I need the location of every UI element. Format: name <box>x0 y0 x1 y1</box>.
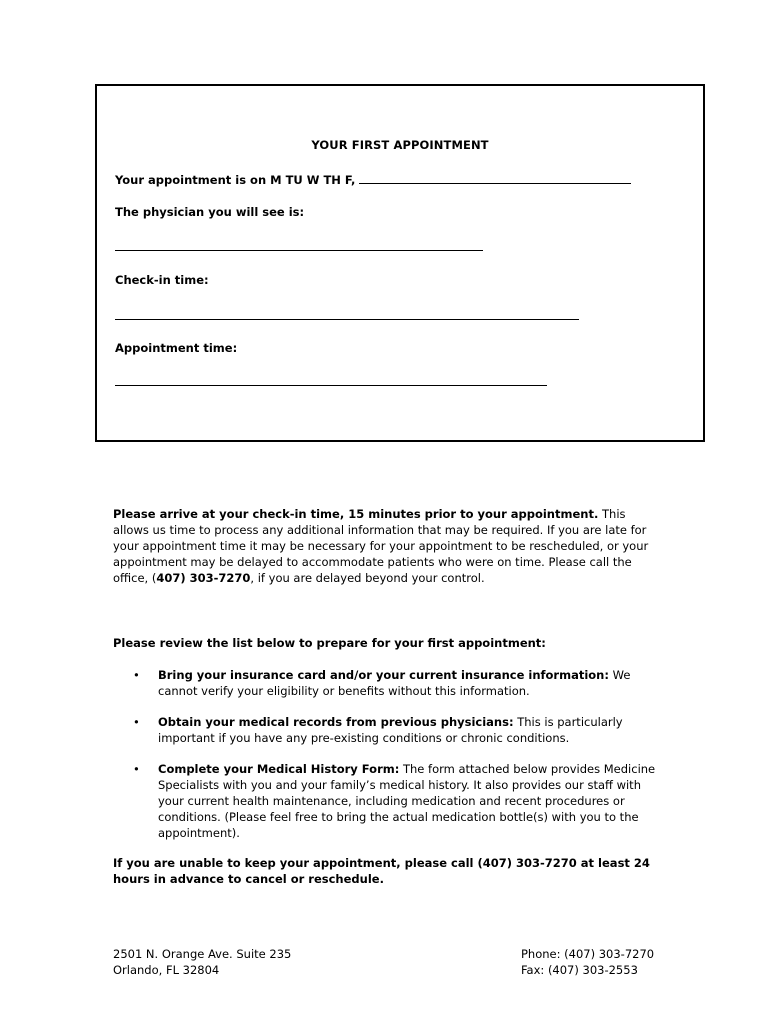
list-item-text: This is particularly important if you have any pre-existing conditions or chronic conditions. <box>158 715 623 745</box>
list-item <box>113 714 658 746</box>
list-item-bold: Obtain your medical records from previous physicians: <box>158 715 514 729</box>
review-heading: Please review the list below to prepare for your first appointment: <box>113 636 546 650</box>
checkin-label: Check-in time: <box>115 273 209 287</box>
list-item-text: The form attached below provides Medicine Specialists with you and your family’s medical history. It also provides our staff with your current health maintenance, including medication and recent procedures or conditions. (Please feel free to bring the actual medication bottle(s) with you to the appointment). <box>158 762 656 840</box>
address-line-1: 2501 N. Orange Ave. Suite 235 <box>113 947 292 961</box>
list-item-bold: Complete your Medical History Form: <box>158 762 400 776</box>
list-item-bold: Bring your insurance card and/or your current insurance information: <box>158 668 609 682</box>
arrival-text: This allows us time to process any additional information that may be required. If you are late for your appointment time it may be necessary for your appointment to be rescheduled, or your appointment may be delayed to accommodate patients who were on time. Please call the office, ( <box>113 507 649 585</box>
arrival-bold-text: Please arrive at your check-in time, 15 minutes prior to your appointment. <box>113 507 599 521</box>
address-line-2: Orlando, FL 32804 <box>113 963 220 977</box>
footer-phone: Phone: (407) 303-7270 <box>521 947 655 961</box>
bullet-icon: • <box>133 668 140 682</box>
list-item-text: We cannot verify your eligibility or benefits without this information. <box>158 668 631 698</box>
appointment-box <box>95 84 705 442</box>
arrival-text-end: , if you are delayed beyond your control. <box>250 571 485 585</box>
cancellation-notice: If you are unable to keep your appointment, please call (407) 303-7270 at least 24 hours in advance to cancel or reschedule. <box>113 856 650 886</box>
footer-contact <box>521 946 654 978</box>
appointment-day-label: Your appointment is on M TU W TH F, <box>115 173 356 187</box>
appointment-day-row <box>115 171 631 187</box>
office-phone: 407) 303-7270 <box>156 571 251 585</box>
appointment-time-blank[interactable] <box>115 385 547 386</box>
physician-label: The physician you will see is: <box>115 205 305 219</box>
list-item <box>113 667 658 699</box>
checkin-blank[interactable] <box>115 319 579 320</box>
appointment-title: YOUR FIRST APPOINTMENT <box>311 138 489 152</box>
physician-blank[interactable] <box>115 250 483 251</box>
preparation-list <box>113 667 658 856</box>
bullet-icon: • <box>133 762 140 776</box>
list-item <box>113 761 658 841</box>
footer-fax: Fax: (407) 303-2553 <box>521 963 638 977</box>
arrival-paragraph <box>113 506 658 586</box>
bullet-icon: • <box>133 715 140 729</box>
footer-address <box>113 946 291 978</box>
appointment-time-label: Appointment time: <box>115 341 238 355</box>
appointment-date-blank[interactable] <box>359 171 631 184</box>
